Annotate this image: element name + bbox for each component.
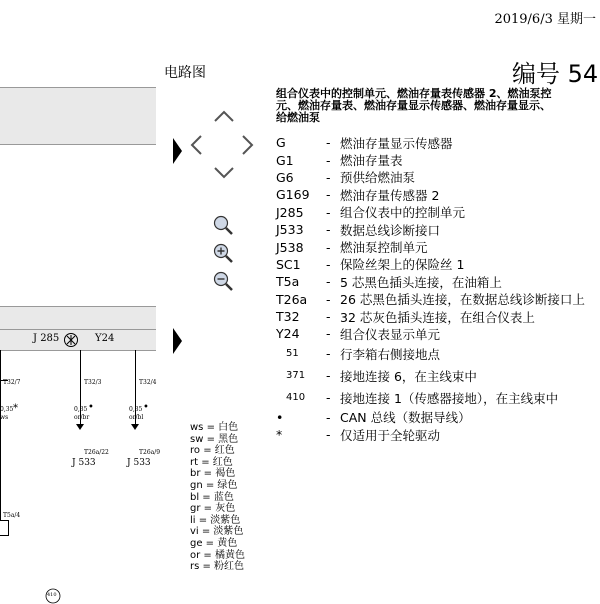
pin-t5a-4: T5a/4 (3, 512, 21, 519)
pin-t32-4: T32/4 (139, 379, 157, 386)
chevron-down-icon[interactable] (213, 166, 235, 180)
pin-arrow-2 (131, 424, 139, 430)
page-title: 电路图 (164, 65, 206, 81)
color-legend-item: li = 淡紫色 (190, 514, 241, 526)
list-item: J538 - 燃油泵控制单元 (276, 239, 428, 256)
pin-t32-3: T32/3 (84, 379, 102, 386)
wire-color-3: or/bl (129, 414, 144, 421)
color-legend-item: ge = 黄色 (190, 537, 238, 549)
zoom-out-icon[interactable] (212, 270, 234, 292)
can-dot-1: • (88, 402, 94, 413)
color-legend-item: ro = 红色 (190, 445, 235, 457)
color-legend-item: br = 褐色 (190, 468, 236, 480)
connector-box (0, 520, 9, 536)
magnifier-icon[interactable] (212, 214, 234, 236)
list-item: G - 燃油存量显示传感器 (276, 135, 453, 151)
triangle-right-icon (173, 328, 183, 354)
list-item: • - CAN 总线（数据导线） (276, 409, 471, 426)
zoom-in-icon[interactable] (212, 242, 234, 264)
list-item: J285 - 组合仪表中的控制单元 (276, 204, 466, 221)
color-legend-item: rs = 粉红色 (190, 561, 245, 573)
j285-label: J 285 (33, 333, 60, 344)
pin-t26a-22: T26a/22 (84, 449, 109, 456)
list-item: G6 - 预供给燃油泵 (276, 169, 416, 186)
list-item: T26a - 26 芯黑色插头连接，在数据总线诊断接口上 (276, 291, 585, 308)
list-item: G169 - 燃油存量传感器 2 (276, 187, 440, 203)
diagram-component-bar-lower (0, 330, 156, 351)
component-legend (276, 134, 585, 443)
color-legend-item: ws = 白色 (190, 422, 239, 433)
pin-t26a-9: T26a/9 (139, 449, 161, 456)
diagram-component-bar (0, 306, 156, 330)
header-line: 组合仪表中的控制单元、燃油存量表传感器 2、燃油泵控 (276, 87, 552, 100)
triangle-right-icon (173, 138, 183, 164)
list-item: 51 - 行李箱右侧接地点 (286, 346, 441, 362)
color-legend-item: sw = 黑色 (190, 433, 239, 445)
wire-color-2: or/br (74, 414, 90, 421)
date-label: 2019/6/3 星期一 (494, 12, 596, 27)
chevron-left-icon[interactable] (189, 134, 203, 156)
wire-size-3: 0,35 (129, 406, 143, 413)
star-mark: * (13, 403, 18, 414)
list-item: T5a - 5 芯黑色插头连接，在油箱上 (276, 274, 502, 290)
circuit-header (276, 88, 600, 124)
wire-size-1: 0,35 (0, 406, 14, 413)
list-item: * - 仅适用于全轮驱动 (276, 427, 441, 443)
chevron-right-icon[interactable] (241, 134, 255, 156)
warning-lamp-icon (62, 331, 80, 349)
diagram-panel-upper (0, 87, 156, 145)
wire-color-legend (190, 422, 245, 573)
color-legend-item: vi = 淡紫色 (190, 526, 244, 538)
header-line: 元、燃油存量表、燃油存量显示传感器、燃油存量显示、 (276, 99, 551, 112)
list-item: Y24 - 组合仪表显示单元 (276, 326, 441, 342)
color-legend-item: bl = 蓝色 (190, 491, 234, 503)
list-item: J533 - 数据总线诊断接口 (276, 222, 441, 238)
list-item: G1 - 燃油存量表 (276, 152, 403, 169)
color-legend-item: gn = 绿色 (190, 479, 238, 491)
list-item: 410 - 接地连接 1（传感器接地），在主线束中 (286, 390, 559, 406)
list-item: SC1 - 保险丝架上的保险丝 1 (276, 256, 465, 273)
list-item: 371 - 接地连接 6，在主线束中 (286, 368, 477, 384)
code-number-label: 编号 54 (512, 60, 599, 88)
list-item: T32 - 32 芯灰色插头连接，在组合仪表上 (276, 309, 535, 325)
pin-t32-7: T32/7 (3, 379, 21, 386)
color-legend-item: gr = 灰色 (190, 503, 236, 515)
j533-label-1: J 533 (72, 458, 96, 468)
j533-label-2: J 533 (127, 458, 151, 468)
wire-left (0, 350, 1, 520)
wire-color-1: ws (0, 414, 9, 421)
color-legend-item: or = 橘黄色 (190, 549, 245, 561)
wire-size-2: 0,35 (74, 406, 88, 413)
y24-label: Y24 (95, 333, 115, 344)
can-dot-2: • (143, 402, 149, 413)
pin-arrow-1 (76, 424, 84, 430)
color-legend-item: rt = 红色 (190, 456, 233, 468)
chevron-up-icon[interactable] (213, 109, 235, 123)
header-line: 给燃油泵 (276, 111, 320, 124)
ground-410-label: 410 (47, 592, 57, 598)
